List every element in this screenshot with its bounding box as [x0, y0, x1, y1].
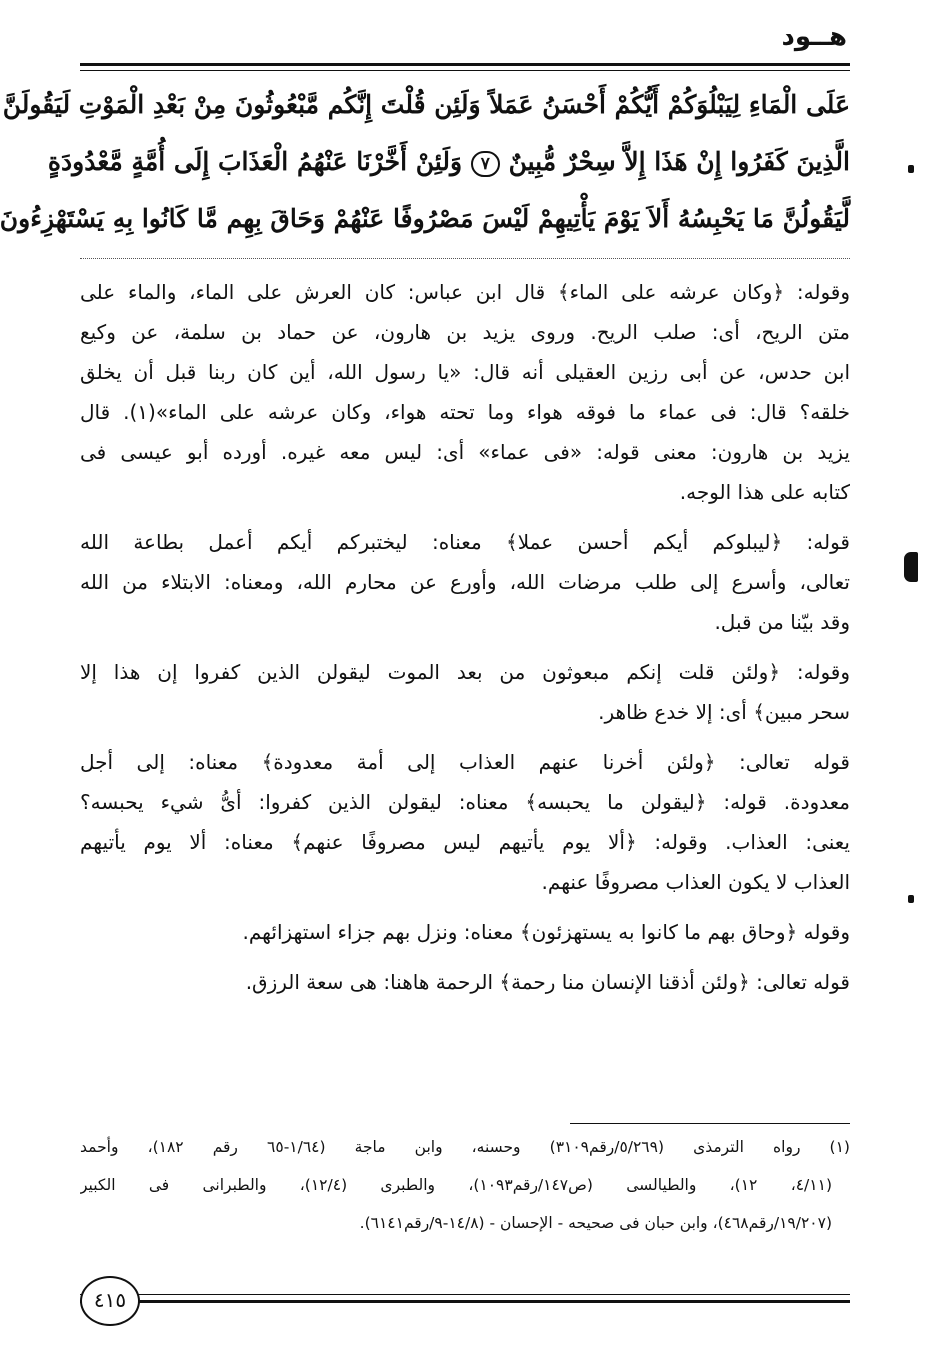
commentary-paragraph [80, 652, 850, 732]
commentary-paragraph [80, 912, 850, 952]
text-line: وقوله ﴿وحاق بهم ما كانوا به يستهزئون﴾ معناه: ونزل بهم جزاء استهزائهم. [242, 920, 850, 944]
text-line: معدودة. قوله: ﴿ليقولن ما يحبسه﴾ معناه: ليقولن الذين كفروا: أىُّ شيء يحبسه؟ [80, 790, 850, 814]
text-line: وقوله: ﴿ولئن قلت إنكم مبعوثون من بعد الموت ليقولن الذين كفروا إن هذا إلا [80, 660, 850, 684]
quran-line-part: الَّذِينَ كَفَرُوا إِنْ هَذَا إِلاَّ سِحْرٌ مُّبِينٌ [508, 147, 850, 176]
margin-mark [908, 165, 914, 173]
verse-number-marker: ٧ [471, 151, 500, 177]
text-line: خلقه؟ قال: فى عماء ما فوقه هواء وما تحته هواء، وكان عرشه على الماء»(١). قال [80, 400, 850, 424]
text-line: وقوله: ﴿وكان عرشه على الماء﴾ قال ابن عباس: كان العرش على الماء، والماء على [80, 280, 850, 304]
text-line: ابن حدس، عن أبى رزين العقيلى أنه قال: «يا رسول الله، أين كان ربنا قبل أن يخلق [80, 360, 850, 384]
text-line: يزيد بن هارون: معنى قوله: «فى عماء» أى: ليس معه غيره. أورده أبو عيسى فى [80, 440, 850, 464]
text-line: قوله تعالى: ﴿ولئن أخرنا عنهم العذاب إلى أمة معدودة﴾ معناه: إلى أجل [80, 750, 850, 774]
commentary-paragraph [80, 522, 850, 642]
footnotes [80, 1128, 850, 1242]
quran-line: عَلَى الْمَاءِ لِيَبْلُوَكُمْ أَيُّكُمْ أَحْسَنُ عَمَلاً وَلَئِن قُلْتَ إِنَّكُم مَّبْعُوثُونَ مِنْ بَعْدِ الْمَوْتِ لَيَقُولَنَّ [2, 90, 850, 119]
text-line: وقد بيّنا من قبل. [714, 610, 850, 634]
commentary-paragraph [80, 962, 850, 1002]
quran-line-part: وَلَئِنْ أَخَّرْنَا عَنْهُمُ الْعَذَابَ إِلَى أُمَّةٍ مَّعْدُودَةٍ [47, 147, 463, 176]
quran-line: لَّيَقُولُنَّ مَا يَحْبِسُهُ أَلاَ يَوْمَ يَأْتِيهِمْ لَيْسَ مَصْرُوفًا عَنْهُمْ وَحَاقَ بِهِم مَّا كَانُوا بِهِ يَسْتَهْزِءُونَ [0, 204, 850, 233]
text-line: سحر مبين﴾ أى: إلا خدع ظاهر. [598, 700, 850, 724]
text-line: كتابه على هذا الوجه. [679, 480, 850, 504]
footnote-separator [570, 1123, 850, 1124]
commentary-paragraph [80, 742, 850, 902]
surah-title: هــود [781, 22, 847, 52]
text-line: قوله تعالى: ﴿ولئن أذقنا الإنسان منا رحمة﴾ الرحمة هاهنا: هى سعة الرزق. [245, 970, 850, 994]
text-line: قوله: ﴿ليبلوكم أيكم أحسن عملا﴾ معناه: ليختبركم أيكم أعمل بطاعة الله [80, 530, 850, 554]
commentary [80, 272, 850, 1012]
margin-mark [904, 552, 918, 582]
footnote-line: (٤/١١، ١٢)، والطيالسى (ص١٤٧/رقم١٠٩٣)، والطبرى (١٢/٤)، والطبرانى فى الكبير [80, 1176, 832, 1194]
text-line: تعالى، وأسرع إلى طلب مرضات الله، وأورع عن محارم الله، ومعناه: الابتلاء من الله [80, 570, 850, 594]
header-rule-top [80, 63, 850, 66]
text-line: يعنى: العذاب. وقوله: ﴿ألا يوم يأتيهم ليس مصروفًا عنهم﴾ معناه: ألا يوم يأتيهم [80, 830, 850, 854]
text-line: متن الريح، أى: صلب الريح. وروى يزيد بن هارون، عن حماد بن سلمة، عن وكيع [80, 320, 850, 344]
commentary-paragraph [80, 272, 850, 512]
footer-rule-bottom [80, 1300, 850, 1303]
footnote-line: (١٩/٢٠٧/رقم٤٦٨)، وابن حبان فى صحيحه - الإحسان - (١٤/٨-٩/رقم٦١٤١). [359, 1214, 832, 1232]
quran-verses [0, 76, 850, 247]
header-rule-bottom [80, 70, 850, 71]
section-divider [80, 258, 850, 259]
text-line: العذاب لا يكون العذاب مصروفًا عنهم. [541, 870, 850, 894]
margin-mark [908, 895, 914, 903]
footnote-line: (١) رواه الترمذى (٥/٢٦٩/رقم٣١٠٩) وحسنه، وابن ماجة (١/٦٤-٦٥ رقم ١٨٢)، وأحمد [80, 1138, 850, 1156]
footer-rule-top [80, 1294, 850, 1295]
page-number: ٤١٥ [80, 1276, 140, 1326]
quran-line [47, 133, 850, 190]
